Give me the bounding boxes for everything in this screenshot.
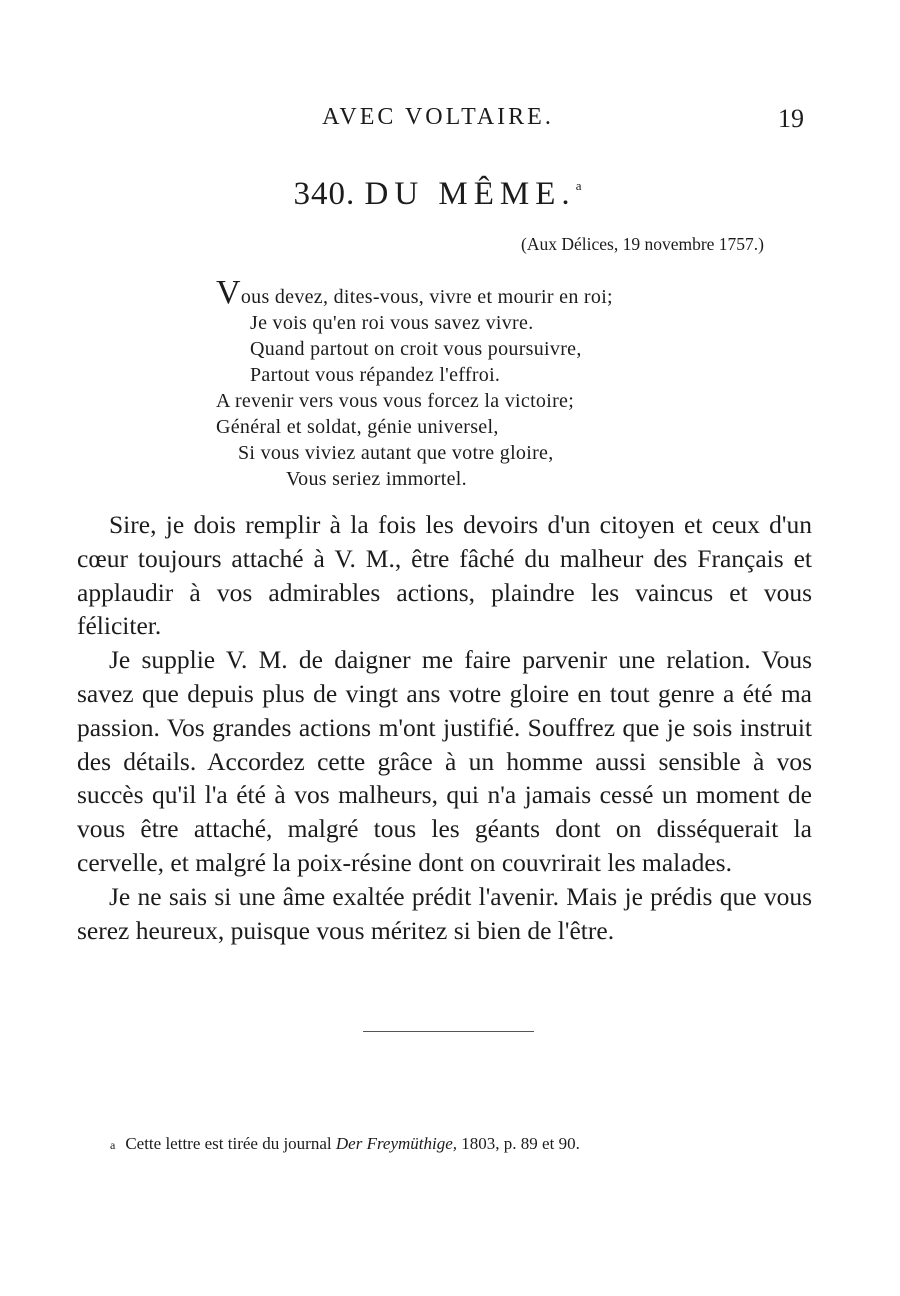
footnote-reference: a [575, 178, 583, 193]
poem-line: Si vous viviez autant que votre gloire, [238, 442, 554, 464]
footnote-mark: a [110, 1138, 116, 1152]
running-title: AVEC VOLTAIRE. [322, 104, 554, 130]
journal-name: Der Freymüthige, [335, 1134, 458, 1153]
drop-cap: V [216, 274, 241, 311]
footnote-text-end: 1803, p. 89 et 90. [457, 1134, 580, 1153]
poem-line: Je vois qu'en roi vous savez vivre. [250, 312, 534, 334]
dateline: (Aux Délices, 19 novembre 1757.) [521, 234, 764, 254]
poem-line: A revenir vers vous vous forcez la victoire; [216, 390, 575, 412]
letter-title [0, 176, 876, 213]
letter-number: 340. [293, 176, 356, 212]
footnote [110, 1134, 580, 1154]
page-number: 19 [778, 104, 804, 133]
poem-line: Quand partout on croit vous poursuivre, [250, 338, 582, 360]
paragraph: Je supplie V. M. de daigner me faire parvenir une relation. Vous savez que depuis plus de vingt ans votre gloire en tout genre a été ma passion. Vos grandes actions m'ont justifié. Souffrez que je sois instruit des détails. Accordez cette grâce à un homme aussi sensible à vos succès qu'il l'a été à vos malheurs, qui n'a jamais cessé un moment de vous être attaché, malgré tous les géants dont on disséquerait la cervelle, et malgré la poix-résine dont on couvrirait les malades. [77, 645, 812, 877]
paragraph: Sire, je dois remplir à la fois les devoirs d'un citoyen et ceux d'un cœur toujours attaché à V. M., être fâché du malheur des Français et applaudir à vos admirables actions, plaindre les vaincus et vous féliciter. [77, 510, 812, 641]
section-divider [363, 1031, 534, 1032]
footnote-text: Cette lettre est tirée du journal [125, 1134, 336, 1153]
poem-line: Vous devez, dites-vous, vivre et mourir en roi; [216, 274, 613, 311]
letter-heading: DU MÊME. [364, 176, 576, 212]
page-header [0, 104, 900, 138]
letter-body [77, 508, 812, 947]
paragraph: Je ne sais si une âme exaltée prédit l'avenir. Mais je prédis que vous serez heureux, puisque vous méritez si bien de l'être. [77, 881, 812, 945]
poem-line: Vous seriez immortel. [286, 468, 467, 490]
poem-line: Partout vous répandez l'effroi. [250, 364, 501, 386]
poem-line: Général et soldat, génie universel, [216, 416, 499, 438]
